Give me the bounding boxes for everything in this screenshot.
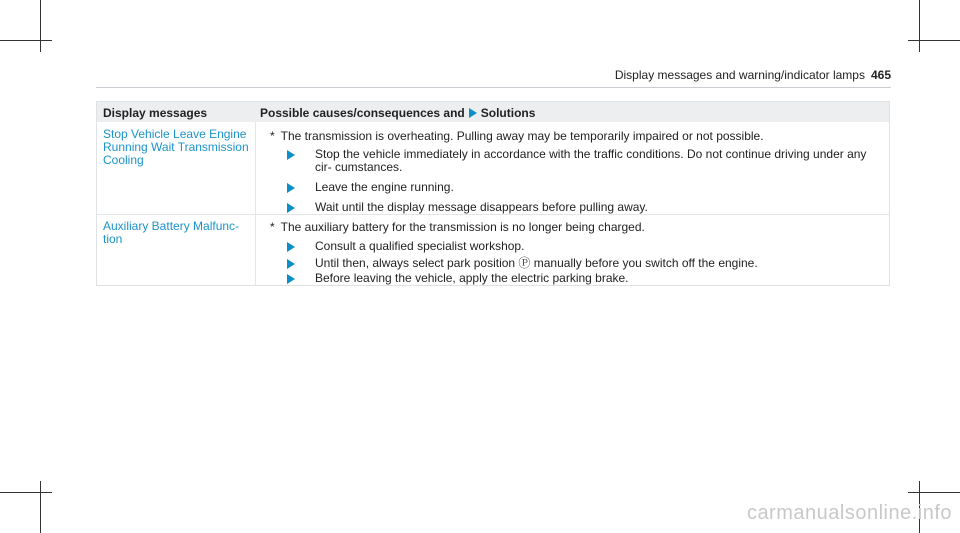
header-rule [96, 87, 891, 88]
solution-step-text: Leave the engine running. [315, 180, 454, 194]
solution-step-text: Until then, always select park position Ⓟ manually before you switch off the engine. [315, 256, 758, 270]
running-header [615, 68, 891, 82]
solution-step [289, 272, 869, 285]
crop-mark [908, 492, 960, 493]
asterisk: * [270, 129, 275, 143]
display-message-transmission-cooling: Stop Vehicle Leave Engine Running Wait Transmission Cooling [103, 127, 249, 167]
column-header-causes [260, 106, 535, 120]
solution-step-text: Before leaving the vehicle, apply the electric parking brake. [315, 271, 629, 285]
crop-mark [40, 481, 41, 533]
crop-mark [40, 0, 41, 52]
watermark: carmanualsonline.info [746, 502, 952, 524]
display-message-auxiliary-battery: Auxiliary Battery Malfunc- tion [103, 219, 240, 246]
solution-step-text: Consult a qualified specialist workshop. [315, 239, 525, 253]
column-header-causes-label: Possible causes/consequences and [260, 106, 465, 120]
crop-mark [0, 492, 52, 493]
arrow-right-icon [287, 242, 295, 252]
arrow-right-icon [287, 259, 295, 269]
table-header [97, 102, 889, 122]
column-header-solutions-label: Solutions [480, 106, 536, 120]
crop-mark [0, 40, 52, 41]
cause-text-label: The auxiliary battery for the transmission is no longer being charged. [280, 220, 645, 234]
solution-step [289, 148, 869, 174]
arrow-right-icon [287, 183, 295, 193]
messages-table [96, 101, 890, 286]
column-header-messages: Display messages [103, 106, 208, 120]
arrow-right-icon [287, 274, 295, 284]
cause-text [270, 129, 764, 143]
solution-step-text: Wait until the display message disappears before pulling away. [315, 200, 648, 214]
solution-step [289, 240, 869, 253]
solution-step-text: Stop the vehicle immediately in accordance with the traffic conditions. Do not continue driving under any cir- cumstances. [315, 147, 867, 174]
header-title: Display messages and warning/indicator lamps [614, 68, 865, 82]
solution-step [289, 257, 869, 270]
solution-step [289, 181, 869, 194]
cause-text-label: The transmission is overheating. Pulling away may be temporarily impaired or not possible. [280, 129, 764, 143]
row-divider [97, 214, 889, 215]
crop-mark [908, 40, 960, 41]
column-divider [255, 122, 256, 286]
page-number: 465 [870, 68, 891, 82]
arrow-right-icon [287, 150, 295, 160]
asterisk: * [270, 220, 275, 234]
arrow-right-icon [469, 108, 477, 118]
solution-step [289, 201, 869, 214]
cause-text [270, 220, 645, 234]
crop-mark [919, 0, 920, 52]
arrow-right-icon [287, 203, 295, 213]
